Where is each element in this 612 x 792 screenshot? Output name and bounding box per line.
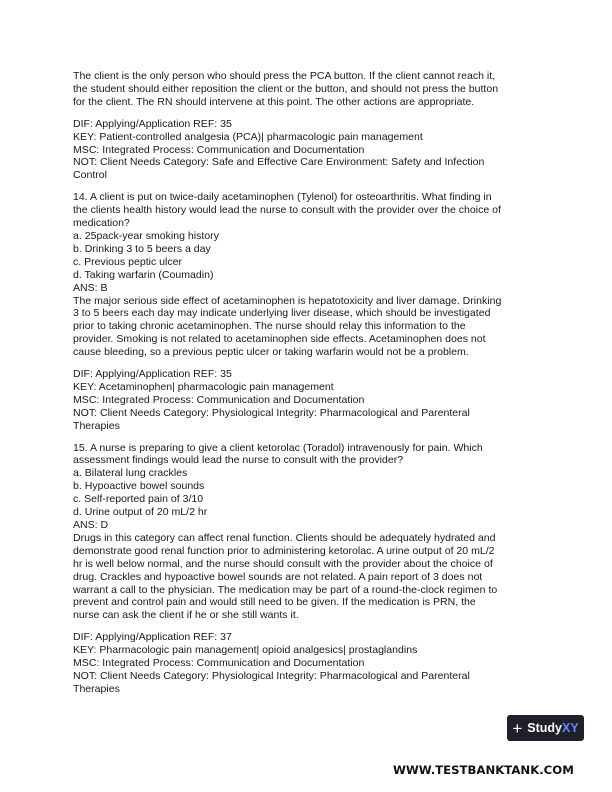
footer-url[interactable]: WWW.TESTBANKTANK.COM bbox=[393, 763, 574, 777]
document-body bbox=[73, 70, 543, 696]
text-line: NOT: Client Needs Category: Physiological Integrity: Pharmacological and Parenteral bbox=[73, 669, 470, 682]
text-line: ANS: B bbox=[73, 281, 108, 294]
text-block bbox=[73, 118, 543, 183]
text-line: nurse can ask the client if he or she still wants it. bbox=[73, 609, 299, 622]
text-line: DIF: Applying/Application REF: 37 bbox=[73, 631, 232, 644]
text-line: hr is well below normal, and the nurse should consult with the provider about the choice of bbox=[73, 557, 493, 570]
text-line: DIF: Applying/Application REF: 35 bbox=[73, 368, 232, 381]
text-line: medication? bbox=[73, 217, 130, 230]
text-line: KEY: Acetaminophen| pharmacologic pain management bbox=[73, 380, 334, 393]
text-block bbox=[73, 442, 543, 623]
text-line: a. Bilateral lung crackles bbox=[73, 467, 188, 480]
text-line: d. Urine output of 20 mL/2 hr bbox=[73, 506, 208, 519]
text-line: prior to taking chronic acetaminophen. The nurse should relay this information to the bbox=[73, 320, 466, 333]
text-line: d. Taking warfarin (Coumadin) bbox=[73, 268, 214, 281]
text-line: warrant a call to the physician. The medication may be part of a round-the-clock regimen to bbox=[73, 583, 498, 596]
text-line: the clients health history would lead the nurse to consult with the provider over the choice of bbox=[73, 204, 501, 217]
badge-label: StudyXY bbox=[527, 721, 579, 735]
paragraph-gap bbox=[73, 359, 543, 368]
text-line: drug. Crackles and hypoactive bowel sounds are not related. A pain report of 3 does not bbox=[73, 570, 483, 583]
text-line: Therapies bbox=[73, 419, 120, 432]
paragraph-gap bbox=[73, 433, 543, 442]
paragraph-gap bbox=[73, 109, 543, 118]
paragraph-gap bbox=[73, 182, 543, 191]
text-line: the student should either reposition the client or the button, and should not press the button bbox=[73, 82, 499, 95]
text-line: NOT: Client Needs Category: Physiological Integrity: Pharmacological and Parenteral bbox=[73, 406, 470, 419]
text-line: Drugs in this category can affect renal function. Clients should be adequately hydrated and bbox=[73, 531, 496, 544]
text-block bbox=[73, 70, 543, 109]
text-line: assessment findings would lead the nurse to consult with the provider? bbox=[73, 454, 404, 467]
studyxy-badge[interactable] bbox=[507, 715, 584, 741]
text-line: The client is the only person who should press the PCA button. If the client cannot reach it, bbox=[73, 70, 496, 82]
text-line: c. Previous peptic ulcer bbox=[73, 255, 183, 268]
text-line: a. 25pack-year smoking history bbox=[73, 229, 219, 242]
text-line: MSC: Integrated Process: Communication and Documentation bbox=[73, 393, 365, 406]
paragraph-gap bbox=[73, 622, 543, 631]
plus-icon: + bbox=[512, 718, 523, 738]
text-line: DIF: Applying/Application REF: 35 bbox=[73, 117, 232, 130]
text-line: KEY: Patient-controlled analgesia (PCA)| pharmacologic pain management bbox=[73, 130, 423, 143]
text-line: b. Drinking 3 to 5 beers a day bbox=[73, 242, 211, 255]
text-line: NOT: Client Needs Category: Safe and Effective Care Environment: Safety and Infection bbox=[73, 156, 485, 169]
text-line: cause bleeding, so a previous peptic ulcer or taking warfarin would not be a problem. bbox=[73, 346, 469, 359]
text-line: c. Self-reported pain of 3/10 bbox=[73, 493, 204, 506]
text-line: for the client. The RN should intervene at this point. The other actions are appropriate. bbox=[73, 95, 475, 108]
text-line: 3 to 5 beers each day may indicate underlying liver disease, which should be investigated bbox=[73, 307, 491, 320]
text-line: provider. Smoking is not related to acetaminophen side effects. Acetaminophen does not bbox=[73, 333, 486, 346]
text-line: KEY: Pharmacologic pain management| opioid analgesics| prostaglandins bbox=[73, 644, 418, 657]
text-line: b. Hypoactive bowel sounds bbox=[73, 480, 205, 493]
text-line: prevent and control pain and would still need to be given. If the medication is PRN, the bbox=[73, 596, 476, 609]
text-block bbox=[73, 368, 543, 433]
text-line: 15. A nurse is preparing to give a client ketorolac (Toradol) intravenously for pain. Which bbox=[73, 441, 483, 454]
text-line: 14. A client is put on twice-daily acetaminophen (Tylenol) for osteoarthritis. What finding in bbox=[73, 191, 492, 204]
text-line: The major serious side effect of acetaminophen is hepatotoxicity and liver damage. Drinking bbox=[73, 294, 502, 307]
text-line: demonstrate good renal function prior to administering ketorolac. A urine output of 20 mL/2 bbox=[73, 544, 495, 557]
text-line: Therapies bbox=[73, 682, 120, 695]
text-block bbox=[73, 191, 543, 359]
text-line: MSC: Integrated Process: Communication and Documentation bbox=[73, 143, 365, 156]
text-line: Control bbox=[73, 169, 107, 182]
text-line: MSC: Integrated Process: Communication and Documentation bbox=[73, 657, 365, 670]
text-line: ANS: D bbox=[73, 519, 109, 531]
text-block bbox=[73, 631, 543, 696]
